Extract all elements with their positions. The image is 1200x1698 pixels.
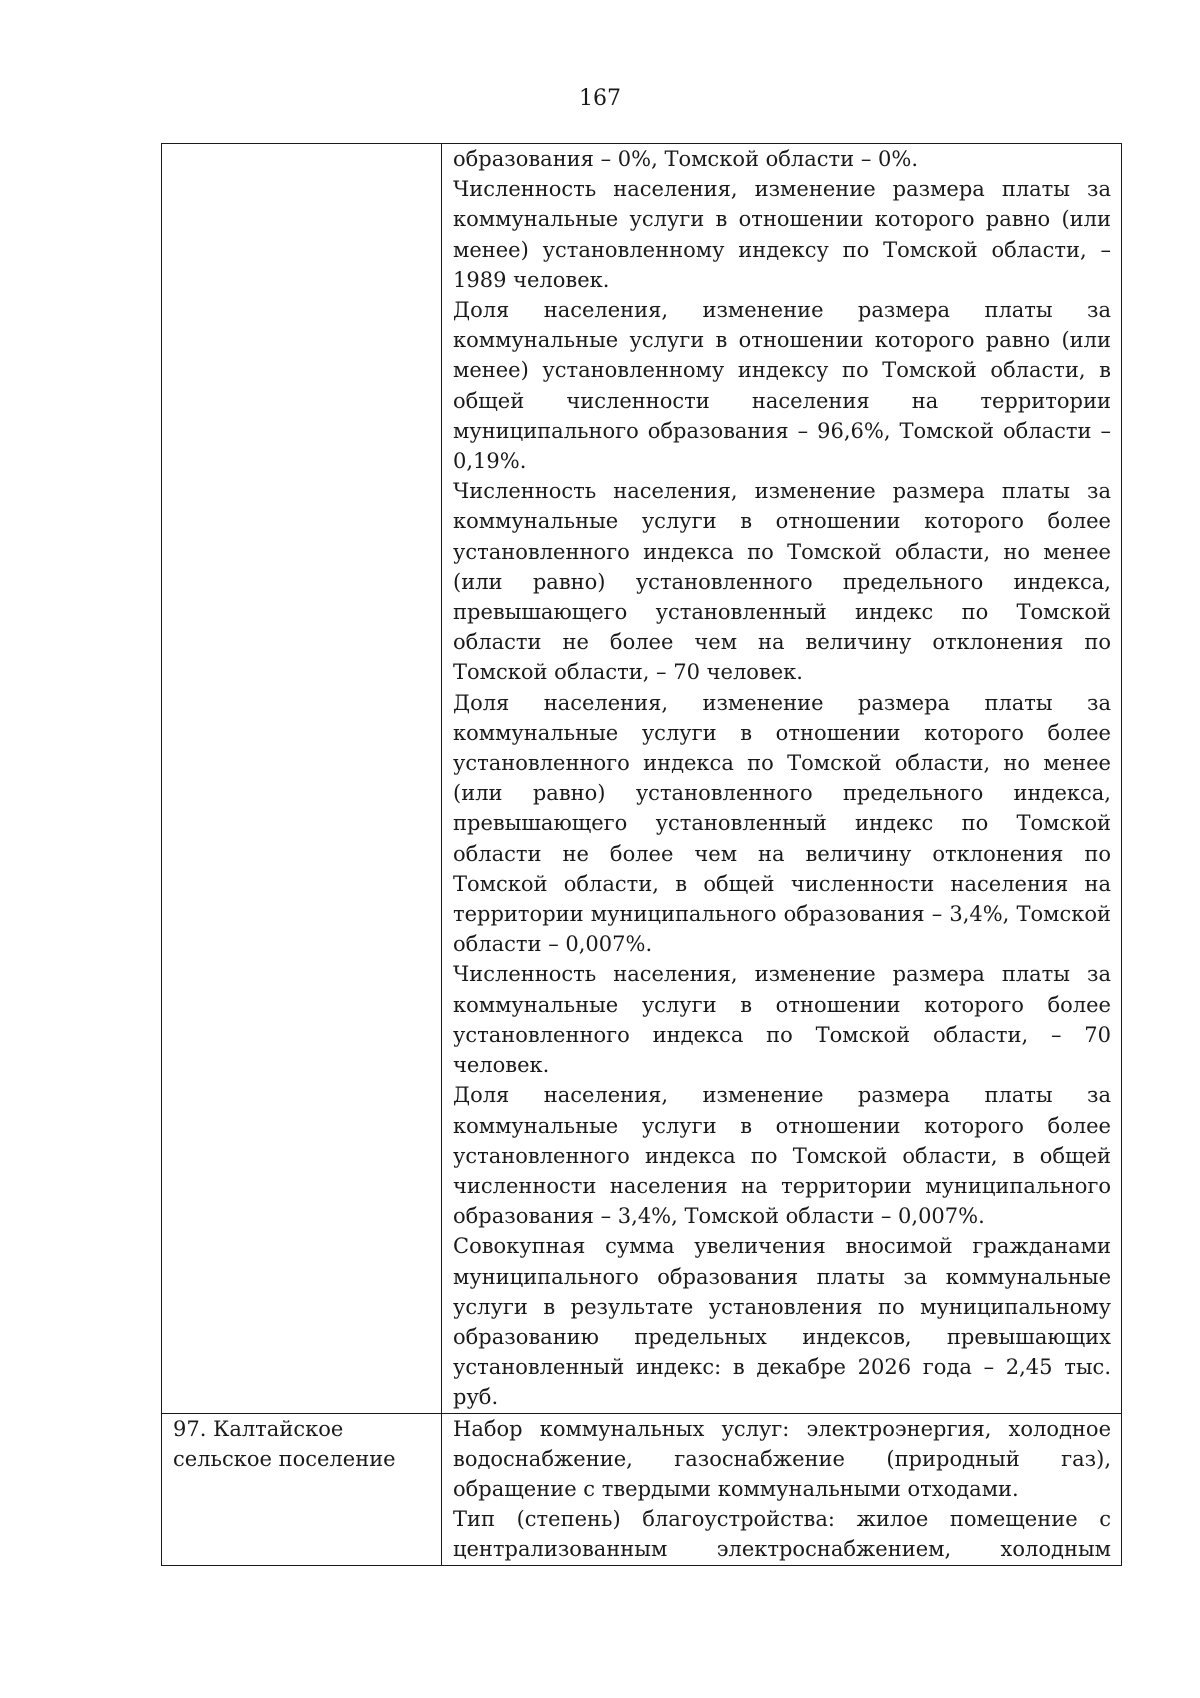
paragraph: Тип (степень) благоустройства: жилое помещение с централизованным электроснабжением, холодным [453,1507,1111,1562]
indicators-cell [442,1413,1122,1565]
table-row [162,144,1122,1414]
municipality-name-line: 97. Калтайское [173,1416,344,1441]
paragraph: Численность населения, изменение размера платы за коммунальные услуги в отношении которого более установленного индекса по Томской области, но менее (или равно) установленного предельного индекса, превышающего установленный индекс по Томской области не более чем на величину отклонения по Томской области, – 70 человек. [453,479,1111,685]
paragraph: образования – 0%, Томской области – 0%. [453,147,918,171]
indicators-cell [442,144,1122,1414]
municipality-name-line: сельское поселение [173,1446,396,1471]
municipality-name-cell [162,144,442,1414]
paragraph: Доля населения, изменение размера платы за коммунальные услуги в отношении которого более установленного индекса по Томской области, в общей численности населения на территории муниципального образования – 3,4%, Томской области – 0,007%. [453,1083,1111,1229]
paragraph: Численность населения, изменение размера платы за коммунальные услуги в отношении которого более установленного индекса по Томской области, – 70 человек. [453,962,1111,1078]
municipality-table [161,143,1122,1566]
page-number: 167 [579,86,621,111]
paragraph: Совокупная сумма увеличения вносимой гражданами муниципального образования платы за коммунальные услуги в результате установления по муниципальному образованию предельных индексов, превышающих установленный индекс: в декабре 2026 года – 2,45 тыс. руб. [453,1234,1111,1410]
paragraph: Доля населения, изменение размера платы за коммунальные услуги в отношении которого равно (или менее) установленному индексу по Томской области, в общей численности населения на территории муниципального образования – 96,6%, Томской области – 0,19%. [453,298,1111,474]
municipality-name-cell [162,1413,442,1565]
paragraph: Набор коммунальных услуг: электроэнергия, холодное водоснабжение, газоснабжение (природный газ), обращение с твердыми коммунальными отходами. [453,1416,1111,1501]
table-row [162,1413,1122,1565]
paragraph: Доля населения, изменение размера платы за коммунальные услуги в отношении которого более установленного индекса по Томской области, но менее (или равно) установленного предельного индекса, превышающего установленный индекс по Томской области не более чем на величину отклонения по Томской области, в общей численности населения на территории муниципального образования – 3,4%, Томской области – 0,007%. [453,690,1111,957]
paragraph: Численность населения, изменение размера платы за коммунальные услуги в отношении которого равно (или менее) установленному индексу по Томской области, – 1989 человек. [453,177,1111,292]
